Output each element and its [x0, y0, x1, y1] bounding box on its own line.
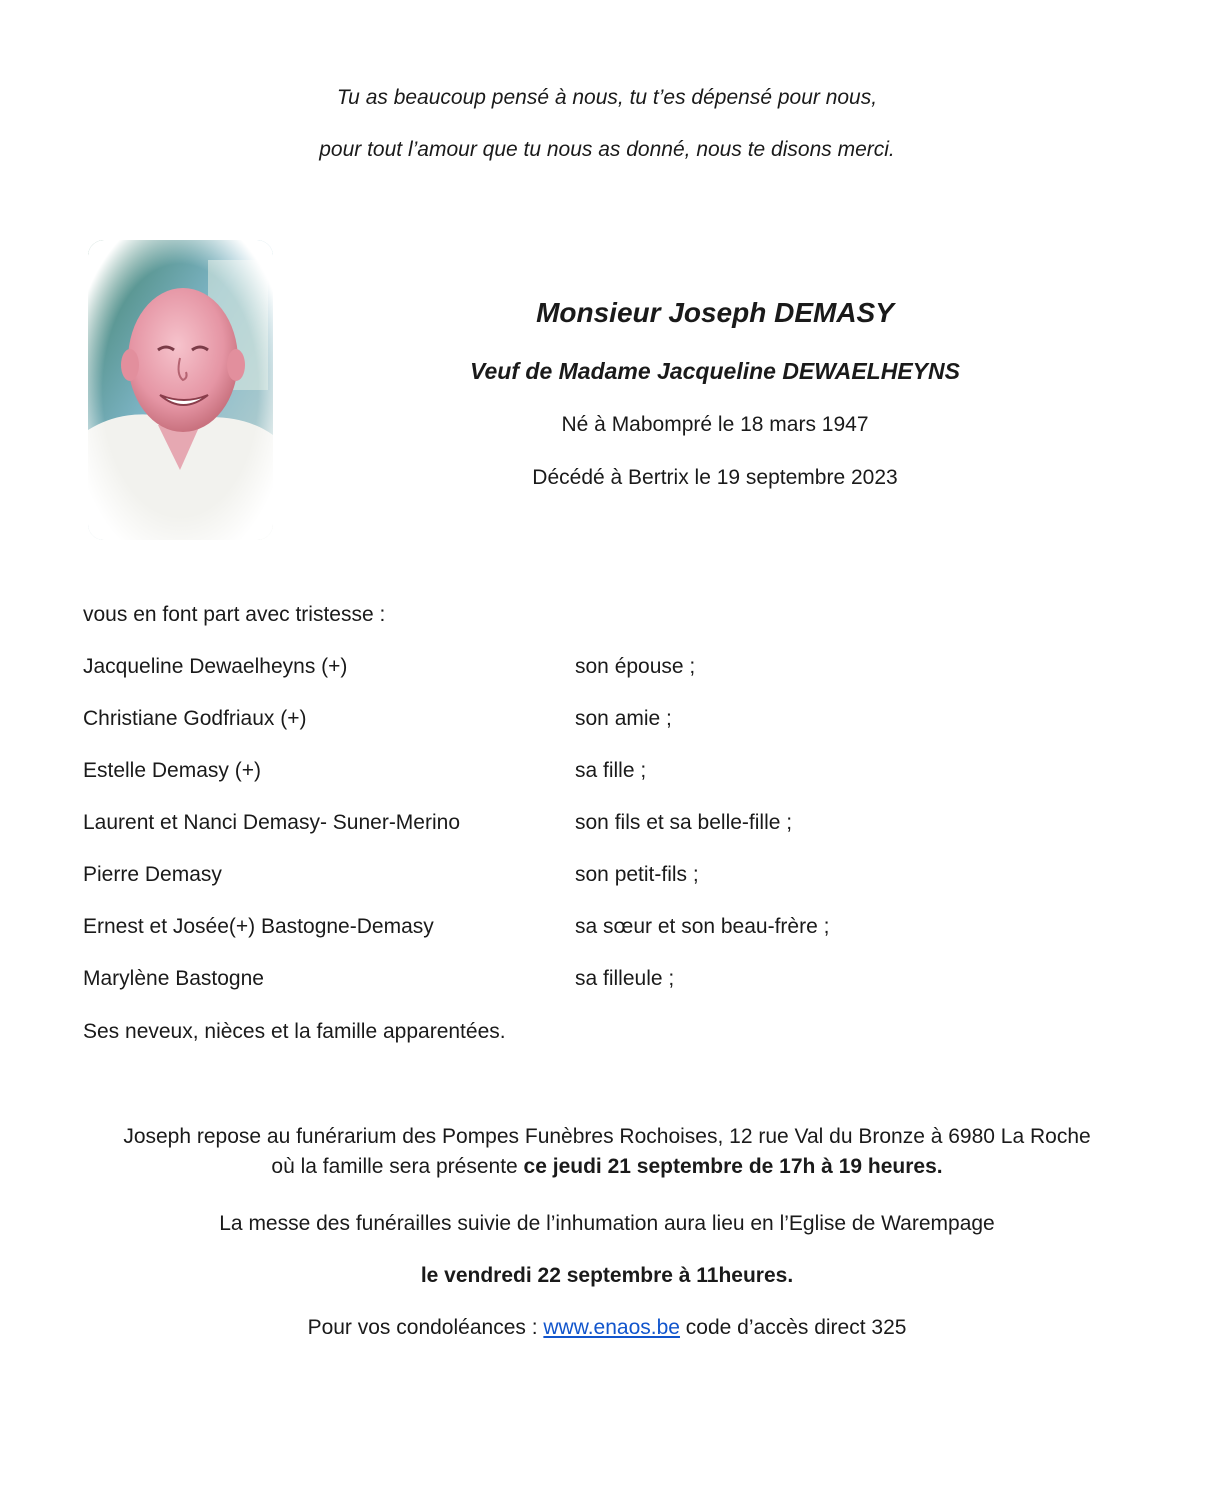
family-member-relation: son petit-fils ;: [575, 863, 699, 886]
family-row: [83, 759, 983, 811]
portrait-illustration: [88, 240, 273, 540]
family-member-name: Marylène Bastogne: [83, 967, 264, 990]
family-member-relation: son fils et sa belle-fille ;: [575, 811, 793, 834]
family-member-name: Pierre Demasy: [83, 863, 222, 886]
visitation-paragraph: [60, 1122, 1154, 1182]
condolences-suffix: code d’accès direct 325: [679, 1316, 907, 1339]
death-line: Décédé à Bertrix le 19 septembre 2023: [532, 466, 898, 489]
visitation-time: ce jeudi 21 septembre de 17h à 19 heures.: [523, 1155, 943, 1178]
family-member-relation: sa filleule ;: [575, 967, 675, 990]
quote-line-1: Tu as beaucoup pensé à nous, tu t’es dépensé pour nous,: [336, 86, 878, 109]
family-row: [83, 863, 983, 915]
spouse-line: Veuf de Madame Jacqueline DEWAELHEYNS: [470, 358, 960, 384]
condolences-line: [60, 1313, 1154, 1343]
family-member-name: Estelle Demasy (+): [83, 759, 261, 782]
family-row: [83, 915, 983, 967]
extended-family-line: Ses neveux, nièces et la famille apparentées.: [83, 1020, 506, 1043]
visitation-location: Joseph repose au funérarium des Pompes Funèbres Rochoises, 12 rue Val du Bronze à 6980 La Roche: [123, 1125, 1091, 1148]
birth-line: Né à Mabompré le 18 mars 1947: [561, 413, 869, 436]
announcement-intro: vous en font part avec tristesse :: [83, 603, 386, 626]
mass-date: le vendredi 22 septembre à 11heures.: [420, 1264, 794, 1287]
family-member-name: Jacqueline Dewaelheyns (+): [83, 655, 348, 678]
family-member-relation: sa fille ;: [575, 759, 647, 782]
visitation-presence: où la famille sera présente: [271, 1155, 524, 1178]
family-row: [83, 811, 983, 863]
quote-line-2: pour tout l’amour que tu nous as donné, nous te disons merci.: [319, 138, 895, 161]
condolences-prefix: Pour vos condoléances :: [307, 1316, 544, 1339]
mass-line: La messe des funérailles suivie de l’inhumation aura lieu en l’Eglise de Warempage: [219, 1212, 995, 1235]
family-member-relation: son amie ;: [575, 707, 672, 730]
family-member-name: Christiane Godfriaux (+): [83, 707, 307, 730]
condolences-link[interactable]: www.enaos.be: [543, 1316, 680, 1339]
family-member-name: Laurent et Nanci Demasy- Suner-Merino: [83, 811, 460, 834]
family-member-name: Ernest et Josée(+) Bastogne-Demasy: [83, 915, 434, 938]
family-row: [83, 655, 983, 707]
family-member-relation: sa sœur et son beau-frère ;: [575, 915, 830, 938]
portrait-photo: [88, 240, 273, 540]
family-member-relation: son épouse ;: [575, 655, 696, 678]
family-list: [83, 655, 983, 1019]
family-row: [83, 707, 983, 759]
family-row: [83, 967, 983, 1019]
deceased-name: Monsieur Joseph DEMASY: [536, 297, 894, 328]
